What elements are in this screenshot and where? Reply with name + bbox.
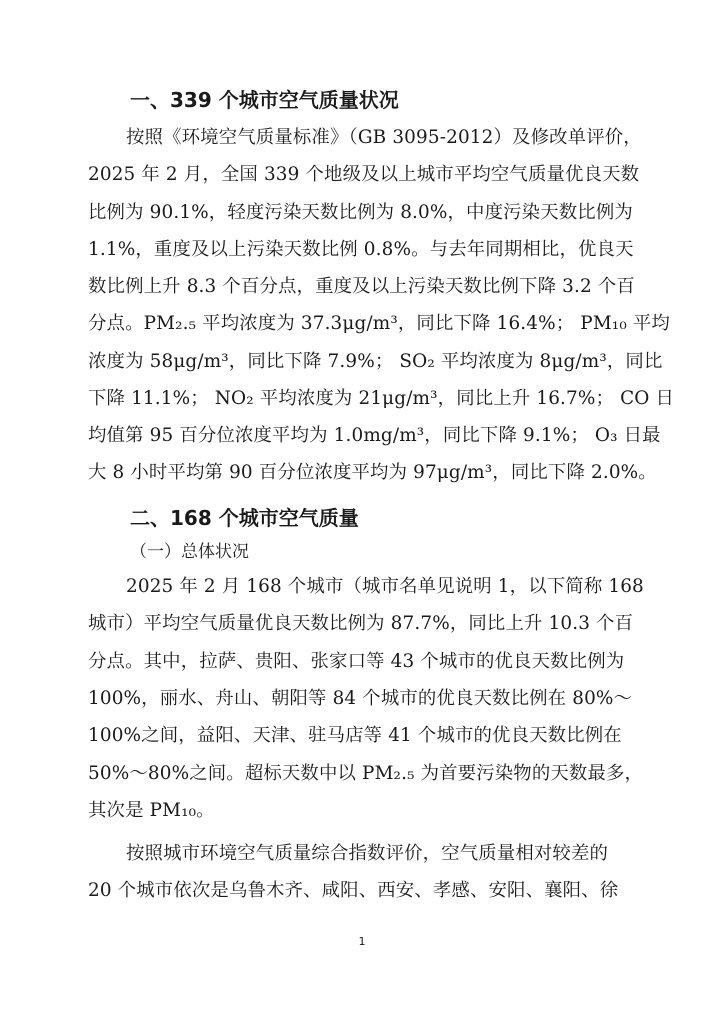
section2-heading: 二、168 个城市空气质量 xyxy=(130,506,359,530)
section1-heading: 一、339 个城市空气质量状况 xyxy=(130,88,399,112)
paragraph-line: 比例为 90.1%，轻度污染天数比例为 8.0%，中度污染天数比例为 xyxy=(88,202,633,223)
paragraph-line: 数比例上升 8.3 个百分点，重度及以上污染天数比例下降 3.2 个百 xyxy=(88,276,635,297)
paragraph-line: 100%之间，益阳、天津、驻马店等 41 个城市的优良天数比例在 xyxy=(88,725,622,746)
paragraph-line: 2025 年 2 月，全国 339 个地级及以上城市平均空气质量优良天数 xyxy=(88,164,640,185)
paragraph-line: 其次是 PM₁₀。 xyxy=(88,800,215,821)
paragraph-line: 浓度为 58μg/m³，同比下降 7.9%； SO₂ 平均浓度为 8μg/m³，同比 xyxy=(88,351,663,372)
paragraph-line: 按照《环境空气质量标准》（GB 3095-2012）及修改单评价， xyxy=(126,127,642,148)
paragraph-line: 按照城市环境空气质量综合指数评价，空气质量相对较差的 xyxy=(126,843,609,864)
paragraph-line: 20 个城市依次是乌鲁木齐、咸阳、西安、孝感、安阳、襄阳、徐 xyxy=(88,880,619,901)
paragraph-line: 下降 11.1%； NO₂ 平均浓度为 21μg/m³，同比上升 16.7%； CO 日 xyxy=(88,388,675,409)
paragraph-line: 城市）平均空气质量优良天数比例为 87.7%，同比上升 10.3 个百 xyxy=(88,613,634,634)
paragraph-line: 大 8 小时平均第 90 百分位浓度平均为 97μg/m³，同比下降 2.0%。 xyxy=(88,462,657,483)
page-number: 1 xyxy=(358,935,366,948)
paragraph-line: 分点。PM₂.₅ 平均浓度为 37.3μg/m³，同比下降 16.4%； PM₁₀ 平均 xyxy=(88,313,670,334)
section2-subheading: （一）总体状况 xyxy=(130,542,249,562)
paragraph-line: 100%，丽水、舟山、朝阳等 84 个城市的优良天数比例在 80%～ xyxy=(88,688,633,709)
paragraph-line: 50%～80%之间。超标天数中以 PM₂.₅ 为首要污染物的天数最多， xyxy=(88,763,644,784)
paragraph-line: 2025 年 2 月 168 个城市（城市名单见说明 1，以下简称 168 xyxy=(126,576,644,597)
paragraph-line: 分点。其中，拉萨、贵阳、张家口等 43 个城市的优良天数比例为 xyxy=(88,651,625,672)
paragraph-line: 均值第 95 百分位浓度平均为 1.0mg/m³，同比下降 9.1%； O₃ 日最 xyxy=(88,425,661,446)
paragraph-line: 1.1%，重度及以上污染天数比例 0.8%。与去年同期相比，优良天 xyxy=(88,239,634,260)
